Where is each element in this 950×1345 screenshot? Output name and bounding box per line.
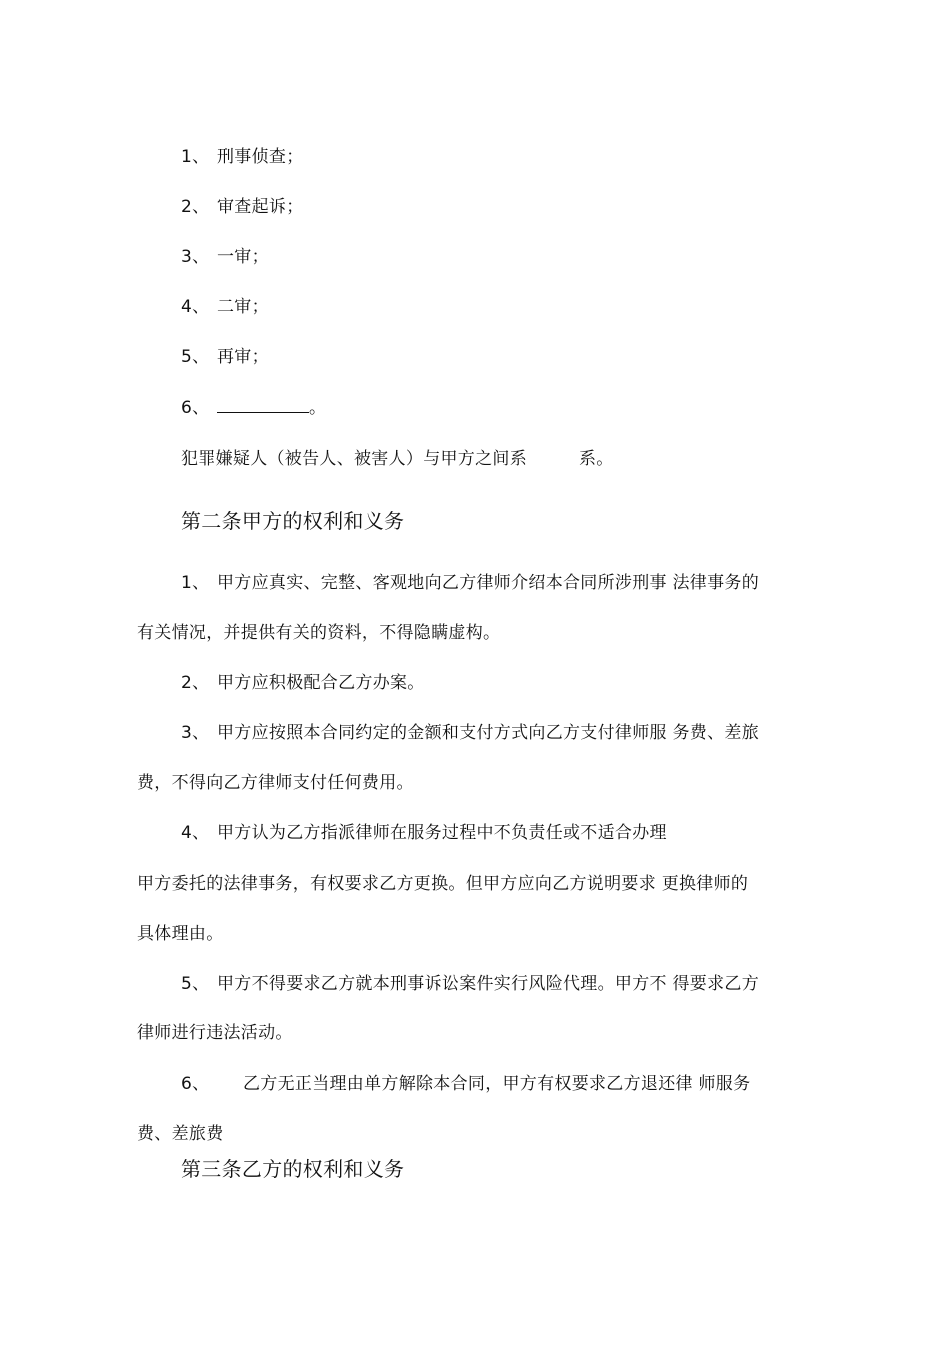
stage-text: 。 — [309, 398, 327, 418]
stage-item — [181, 396, 326, 420]
clause-continuation: 具体理由。 — [137, 924, 224, 944]
relation-line — [181, 447, 614, 471]
clause-number: 3、 — [181, 723, 210, 743]
stage-number: 5、 — [181, 347, 210, 367]
stage-text: 二审； — [217, 297, 269, 317]
clause-continuation: 律师进行违法活动。 — [137, 1023, 293, 1043]
clause-line — [181, 571, 759, 595]
clause-line — [181, 721, 759, 745]
relation-text-before: 犯罪嫌疑人（被告人、被害人）与甲方之间系 — [181, 449, 527, 469]
stage-text: 刑事侦查； — [217, 147, 304, 167]
clause-text: 甲方应真实、完整、客观地向乙方律师介绍本合同所涉刑事 法律事务的 — [217, 573, 760, 593]
clause-continuation: 有关情况，并提供有关的资料，不得隐瞒虚构。 — [137, 623, 501, 643]
clause-line — [181, 671, 425, 695]
clause-number: 4、 — [181, 823, 210, 843]
clause-number: 2、 — [181, 673, 210, 693]
stage-text: 一审； — [217, 247, 269, 267]
stage-number: 2、 — [181, 197, 210, 217]
clause-continuation: 费，不得向乙方律师支付任何费用。 — [137, 773, 414, 793]
stage-item — [181, 145, 304, 169]
fill-in-blank[interactable] — [217, 396, 309, 413]
clause-text: 甲方应积极配合乙方办案。 — [217, 673, 425, 693]
section-heading: 第三条乙方的权利和义务 — [181, 1157, 405, 1181]
stage-number: 3、 — [181, 247, 210, 267]
stage-text: 再审； — [217, 347, 269, 367]
clause-continuation: 甲方委托的法律事务，有权要求乙方更换。但甲方应向乙方说明要求 更换律师的 — [137, 874, 749, 894]
clause-line — [181, 821, 667, 845]
clause-line — [181, 1072, 750, 1096]
clause-number: 1、 — [181, 573, 210, 593]
clause-number: 6、 — [181, 1074, 210, 1094]
clause-text: 甲方认为乙方指派律师在服务过程中不负责任或不适合办理 — [217, 823, 667, 843]
stage-number: 6、 — [181, 398, 210, 418]
stage-item — [181, 295, 269, 319]
stage-item — [181, 245, 269, 269]
clause-text: 乙方无正当理由单方解除本合同，甲方有权要求乙方退还律 师服务 — [243, 1074, 751, 1094]
stage-item — [181, 345, 269, 369]
relation-text-after: 系。 — [579, 449, 614, 469]
stage-number: 1、 — [181, 147, 210, 167]
clause-continuation: 费、差旅费 — [137, 1124, 224, 1144]
clause-text: 甲方不得要求乙方就本刑事诉讼案件实行风险代理。甲方不 得要求乙方 — [217, 974, 760, 994]
clause-number: 5、 — [181, 974, 210, 994]
section-heading: 第二条甲方的权利和义务 — [181, 509, 405, 533]
clause-text: 甲方应按照本合同约定的金额和支付方式向乙方支付律师服 务费、差旅 — [217, 723, 760, 743]
stage-text: 审查起诉； — [217, 197, 304, 217]
clause-line — [181, 972, 759, 996]
stage-item — [181, 195, 304, 219]
stage-number: 4、 — [181, 297, 210, 317]
